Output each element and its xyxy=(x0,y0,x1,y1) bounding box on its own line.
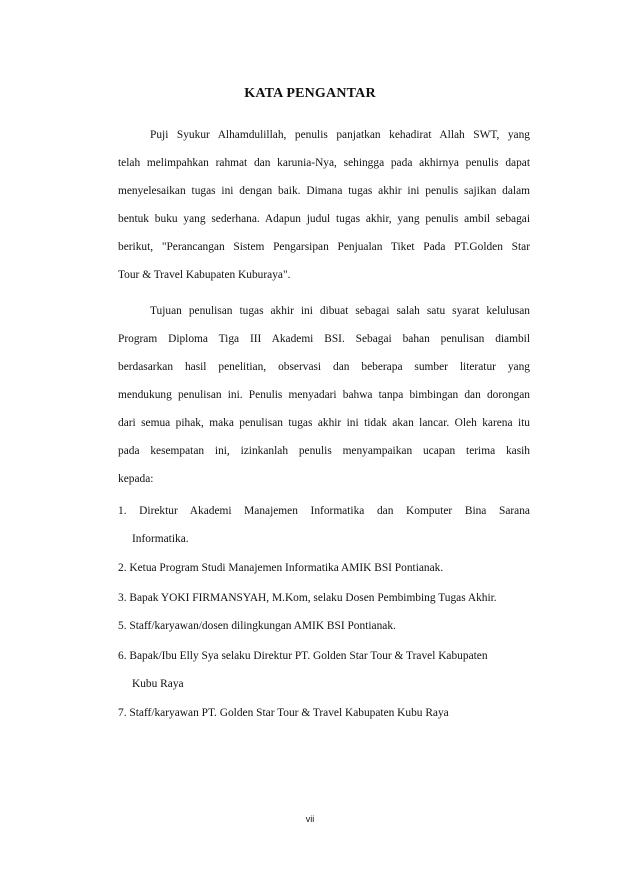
list-item-7: 7. Staff/karyawan PT. Golden Star Tour & Travel Kabupaten Kubu Raya xyxy=(118,707,449,719)
paragraph-2-line-2: Program Diploma Tiga III Akademi BSI. Sebagai bahan penulisan diambil xyxy=(118,333,530,345)
paragraph-1-line-3: menyelesaikan tugas ini dengan baik. Dimana tugas akhir ini penulis sajikan dalam xyxy=(118,185,530,197)
paragraph-1-line-5: berikut, "Perancangan Sistem Pengarsipan Penjualan Tiket Pada PT.Golden Star xyxy=(118,241,530,253)
list-item-1-continued: Informatika. xyxy=(132,533,189,545)
page-number: vii xyxy=(305,814,315,824)
paragraph-2-line-3: berdasarkan hasil penelitian, observasi dan beberapa sumber literatur yang xyxy=(118,361,530,373)
paragraph-1-line-2: telah melimpahkan rahmat dan karunia-Nya, sehingga pada akhirnya penulis dapat xyxy=(118,157,530,169)
list-item-6-continued: Kubu Raya xyxy=(132,678,184,690)
paragraph-2-line-1: Tujuan penulisan tugas akhir ini dibuat sebagai salah satu syarat kelulusan xyxy=(150,305,530,317)
paragraph-1-line-6: Tour & Travel Kabupaten Kuburaya". xyxy=(118,269,291,281)
page-title: KATA PENGANTAR xyxy=(244,86,376,101)
list-item-5: 5. Staff/karyawan/dosen dilingkungan AMIK BSI Pontianak. xyxy=(118,620,396,632)
list-item-1: 1. Direktur Akademi Manajemen Informatika dan Komputer Bina Sarana xyxy=(118,505,530,517)
list-item-2: 2. Ketua Program Studi Manajemen Informatika AMIK BSI Pontianak. xyxy=(118,562,444,574)
paragraph-1-line-4: bentuk buku yang sederhana. Adapun judul tugas akhir, yang penulis ambil sebagai xyxy=(118,213,530,225)
paragraph-1-line-1: Puji Syukur Alhamdulillah, penulis panjatkan kehadirat Allah SWT, yang xyxy=(150,129,530,141)
paragraph-2-line-6: pada kesempatan ini, izinkanlah penulis menyampaikan ucapan terima kasih xyxy=(118,445,530,457)
paragraph-2-line-4: mendukung penulisan ini. Penulis menyadari bahwa tanpa bimbingan dan dorongan xyxy=(118,389,530,401)
list-item-6: 6. Bapak/Ibu Elly Sya selaku Direktur PT. Golden Star Tour & Travel Kabupaten xyxy=(118,650,488,662)
list-item-3: 3. Bapak YOKI FIRMANSYAH, M.Kom, selaku Dosen Pembimbing Tugas Akhir. xyxy=(118,592,497,604)
paragraph-2-line-7: kepada: xyxy=(118,473,154,485)
paragraph-2-line-5: dari semua pihak, maka penulisan tugas akhir ini tidak akan lancar. Oleh karena itu xyxy=(118,417,530,429)
